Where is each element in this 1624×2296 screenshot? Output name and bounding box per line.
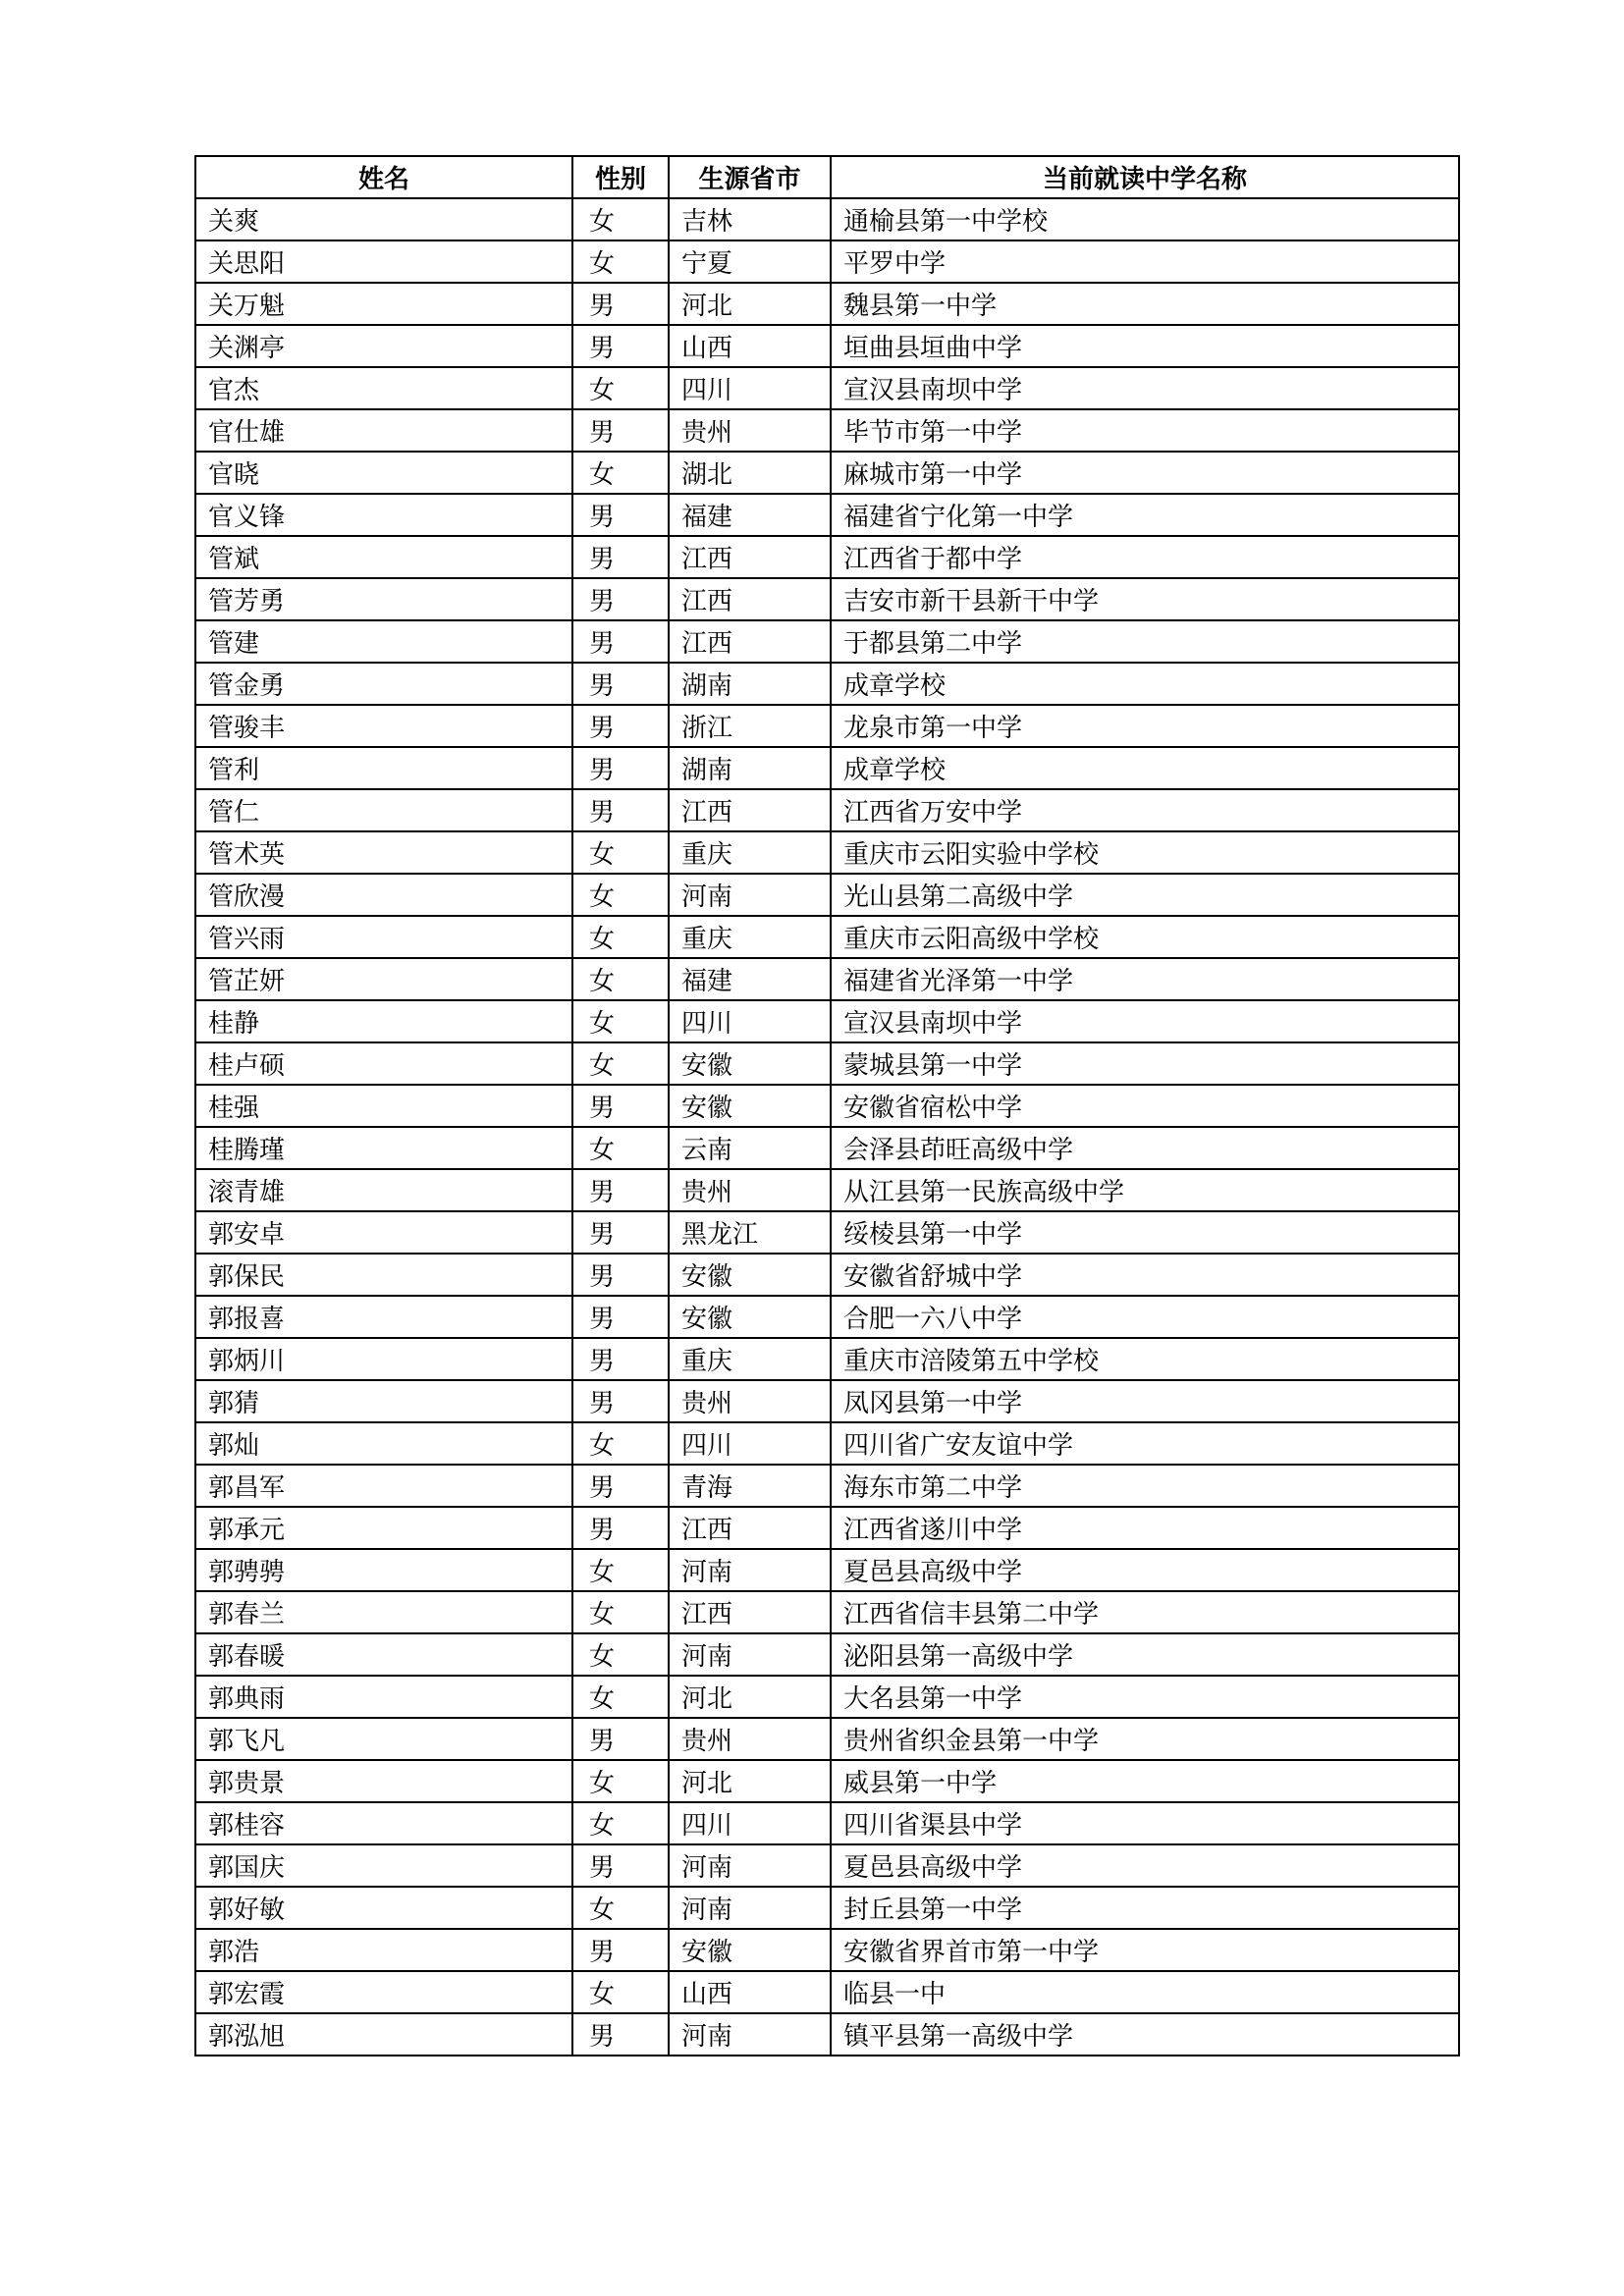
cell-gender: 男 xyxy=(572,494,669,536)
cell-name: 官杰 xyxy=(195,367,572,409)
table-row xyxy=(195,1549,1459,1591)
cell-school: 绥棱县第一中学 xyxy=(831,1211,1459,1254)
cell-gender: 女 xyxy=(572,1887,669,1929)
table-row xyxy=(195,831,1459,874)
cell-province: 吉林 xyxy=(669,198,831,240)
cell-province: 湖南 xyxy=(669,663,831,705)
cell-province: 安徽 xyxy=(669,1296,831,1338)
cell-name: 官晓 xyxy=(195,452,572,494)
table-row xyxy=(195,958,1459,1000)
cell-school: 安徽省界首市第一中学 xyxy=(831,1929,1459,1971)
cell-name: 官仕雄 xyxy=(195,409,572,452)
cell-gender: 女 xyxy=(572,831,669,874)
table-row xyxy=(195,1127,1459,1169)
cell-province: 湖北 xyxy=(669,452,831,494)
cell-gender: 男 xyxy=(572,283,669,325)
cell-name: 郭桂容 xyxy=(195,1802,572,1844)
cell-name: 郭骋骋 xyxy=(195,1549,572,1591)
cell-name: 郭贵景 xyxy=(195,1760,572,1802)
cell-province: 河北 xyxy=(669,1760,831,1802)
cell-school: 贵州省织金县第一中学 xyxy=(831,1718,1459,1760)
cell-name: 郭典雨 xyxy=(195,1676,572,1718)
table-row xyxy=(195,325,1459,367)
cell-province: 四川 xyxy=(669,367,831,409)
cell-name: 郭安卓 xyxy=(195,1211,572,1254)
table-row xyxy=(195,1380,1459,1422)
cell-school: 垣曲县垣曲中学 xyxy=(831,325,1459,367)
cell-gender: 女 xyxy=(572,1802,669,1844)
cell-school: 泌阳县第一高级中学 xyxy=(831,1633,1459,1676)
cell-name: 管兴雨 xyxy=(195,916,572,958)
cell-gender: 男 xyxy=(572,1718,669,1760)
cell-province: 贵州 xyxy=(669,1380,831,1422)
table-row xyxy=(195,1507,1459,1549)
table-row xyxy=(195,1338,1459,1380)
cell-school: 福建省光泽第一中学 xyxy=(831,958,1459,1000)
table-row xyxy=(195,2013,1459,2056)
cell-name: 管欣漫 xyxy=(195,874,572,916)
cell-school: 威县第一中学 xyxy=(831,1760,1459,1802)
cell-gender: 女 xyxy=(572,1676,669,1718)
cell-gender: 男 xyxy=(572,1844,669,1887)
cell-school: 魏县第一中学 xyxy=(831,283,1459,325)
cell-province: 重庆 xyxy=(669,916,831,958)
cell-province: 四川 xyxy=(669,1422,831,1465)
cell-gender: 女 xyxy=(572,240,669,283)
cell-name: 郭好敏 xyxy=(195,1887,572,1929)
cell-gender: 女 xyxy=(572,958,669,1000)
cell-name: 管芳勇 xyxy=(195,578,572,620)
table-row xyxy=(195,1169,1459,1211)
cell-name: 桂卢硕 xyxy=(195,1042,572,1085)
cell-school: 临县一中 xyxy=(831,1971,1459,2013)
cell-gender: 男 xyxy=(572,1465,669,1507)
cell-province: 宁夏 xyxy=(669,240,831,283)
cell-gender: 女 xyxy=(572,452,669,494)
table-row xyxy=(195,916,1459,958)
cell-gender: 女 xyxy=(572,367,669,409)
cell-province: 江西 xyxy=(669,578,831,620)
cell-school: 吉安市新干县新干中学 xyxy=(831,578,1459,620)
cell-name: 管芷妍 xyxy=(195,958,572,1000)
cell-name: 管金勇 xyxy=(195,663,572,705)
cell-school: 福建省宁化第一中学 xyxy=(831,494,1459,536)
cell-province: 江西 xyxy=(669,789,831,831)
cell-school: 会泽县茚旺高级中学 xyxy=(831,1127,1459,1169)
table-row xyxy=(195,1929,1459,1971)
cell-gender: 女 xyxy=(572,1042,669,1085)
cell-gender: 男 xyxy=(572,663,669,705)
cell-school: 重庆市涪陵第五中学校 xyxy=(831,1338,1459,1380)
cell-gender: 女 xyxy=(572,1127,669,1169)
cell-name: 桂静 xyxy=(195,1000,572,1042)
cell-school: 蒙城县第一中学 xyxy=(831,1042,1459,1085)
header-gender: 性别 xyxy=(572,156,669,198)
cell-province: 贵州 xyxy=(669,1169,831,1211)
cell-province: 云南 xyxy=(669,1127,831,1169)
table-row xyxy=(195,578,1459,620)
cell-province: 河南 xyxy=(669,2013,831,2056)
cell-province: 重庆 xyxy=(669,831,831,874)
cell-province: 河北 xyxy=(669,1676,831,1718)
cell-name: 郭保民 xyxy=(195,1254,572,1296)
cell-school: 从江县第一民族高级中学 xyxy=(831,1169,1459,1211)
cell-province: 江西 xyxy=(669,536,831,578)
cell-province: 安徽 xyxy=(669,1254,831,1296)
cell-province: 安徽 xyxy=(669,1929,831,1971)
cell-gender: 男 xyxy=(572,705,669,747)
table-row xyxy=(195,1676,1459,1718)
cell-school: 江西省于都中学 xyxy=(831,536,1459,578)
cell-province: 湖南 xyxy=(669,747,831,789)
table-row xyxy=(195,1465,1459,1507)
cell-province: 山西 xyxy=(669,325,831,367)
cell-gender: 女 xyxy=(572,874,669,916)
cell-name: 郭灿 xyxy=(195,1422,572,1465)
cell-school: 封丘县第一中学 xyxy=(831,1887,1459,1929)
cell-gender: 男 xyxy=(572,1507,669,1549)
table-row xyxy=(195,240,1459,283)
cell-school: 宣汉县南坝中学 xyxy=(831,367,1459,409)
cell-gender: 男 xyxy=(572,1085,669,1127)
cell-province: 贵州 xyxy=(669,1718,831,1760)
cell-gender: 男 xyxy=(572,1169,669,1211)
cell-name: 管骏丰 xyxy=(195,705,572,747)
cell-school: 江西省万安中学 xyxy=(831,789,1459,831)
table-row xyxy=(195,1591,1459,1633)
cell-province: 河南 xyxy=(669,1844,831,1887)
cell-province: 河南 xyxy=(669,1633,831,1676)
cell-school: 四川省广安友谊中学 xyxy=(831,1422,1459,1465)
cell-gender: 男 xyxy=(572,1380,669,1422)
cell-name: 郭泓旭 xyxy=(195,2013,572,2056)
cell-gender: 女 xyxy=(572,1591,669,1633)
cell-gender: 男 xyxy=(572,747,669,789)
cell-school: 大名县第一中学 xyxy=(831,1676,1459,1718)
cell-gender: 男 xyxy=(572,1338,669,1380)
cell-gender: 男 xyxy=(572,1296,669,1338)
table-row xyxy=(195,874,1459,916)
cell-province: 安徽 xyxy=(669,1085,831,1127)
cell-gender: 男 xyxy=(572,1254,669,1296)
cell-school: 平罗中学 xyxy=(831,240,1459,283)
cell-name: 郭国庆 xyxy=(195,1844,572,1887)
cell-gender: 男 xyxy=(572,325,669,367)
table-row xyxy=(195,705,1459,747)
cell-province: 河南 xyxy=(669,874,831,916)
table-row xyxy=(195,747,1459,789)
cell-gender: 女 xyxy=(572,1760,669,1802)
table-row xyxy=(195,198,1459,240)
cell-name: 郭报喜 xyxy=(195,1296,572,1338)
cell-name: 桂腾瑾 xyxy=(195,1127,572,1169)
cell-school: 夏邑县高级中学 xyxy=(831,1844,1459,1887)
cell-gender: 男 xyxy=(572,409,669,452)
table-row xyxy=(195,494,1459,536)
cell-school: 四川省渠县中学 xyxy=(831,1802,1459,1844)
cell-name: 官义锋 xyxy=(195,494,572,536)
cell-name: 郭承元 xyxy=(195,1507,572,1549)
cell-school: 江西省遂川中学 xyxy=(831,1507,1459,1549)
table-row xyxy=(195,789,1459,831)
cell-province: 福建 xyxy=(669,494,831,536)
cell-school: 安徽省舒城中学 xyxy=(831,1254,1459,1296)
cell-school: 龙泉市第一中学 xyxy=(831,705,1459,747)
cell-province: 四川 xyxy=(669,1802,831,1844)
header-name: 姓名 xyxy=(195,156,572,198)
table-row xyxy=(195,367,1459,409)
table-row xyxy=(195,452,1459,494)
cell-school: 安徽省宿松中学 xyxy=(831,1085,1459,1127)
cell-name: 管术英 xyxy=(195,831,572,874)
cell-province: 贵州 xyxy=(669,409,831,452)
cell-name: 郭飞凡 xyxy=(195,1718,572,1760)
cell-gender: 男 xyxy=(572,536,669,578)
cell-school: 成章学校 xyxy=(831,663,1459,705)
cell-school: 重庆市云阳高级中学校 xyxy=(831,916,1459,958)
cell-school: 麻城市第一中学 xyxy=(831,452,1459,494)
cell-province: 福建 xyxy=(669,958,831,1000)
cell-school: 重庆市云阳实验中学校 xyxy=(831,831,1459,874)
cell-school: 于都县第二中学 xyxy=(831,620,1459,663)
cell-school: 成章学校 xyxy=(831,747,1459,789)
cell-name: 关爽 xyxy=(195,198,572,240)
cell-name: 管建 xyxy=(195,620,572,663)
cell-school: 凤冈县第一中学 xyxy=(831,1380,1459,1422)
table-row xyxy=(195,1085,1459,1127)
table-row xyxy=(195,536,1459,578)
table-row xyxy=(195,1042,1459,1085)
table-row xyxy=(195,1211,1459,1254)
cell-school: 江西省信丰县第二中学 xyxy=(831,1591,1459,1633)
cell-name: 郭昌军 xyxy=(195,1465,572,1507)
cell-gender: 男 xyxy=(572,578,669,620)
cell-name: 关万魁 xyxy=(195,283,572,325)
table-row xyxy=(195,1971,1459,2013)
cell-province: 山西 xyxy=(669,1971,831,2013)
cell-school: 毕节市第一中学 xyxy=(831,409,1459,452)
header-row xyxy=(195,156,1459,198)
cell-school: 光山县第二高级中学 xyxy=(831,874,1459,916)
cell-name: 郭春兰 xyxy=(195,1591,572,1633)
table-row xyxy=(195,1802,1459,1844)
header-province: 生源省市 xyxy=(669,156,831,198)
table-row xyxy=(195,409,1459,452)
cell-province: 河北 xyxy=(669,283,831,325)
cell-name: 郭春暖 xyxy=(195,1633,572,1676)
cell-school: 海东市第二中学 xyxy=(831,1465,1459,1507)
cell-province: 河南 xyxy=(669,1887,831,1929)
header-school: 当前就读中学名称 xyxy=(831,156,1459,198)
student-table xyxy=(194,155,1460,2056)
cell-gender: 男 xyxy=(572,620,669,663)
cell-gender: 男 xyxy=(572,789,669,831)
cell-gender: 女 xyxy=(572,916,669,958)
cell-name: 桂强 xyxy=(195,1085,572,1127)
table-row xyxy=(195,1718,1459,1760)
cell-school: 镇平县第一高级中学 xyxy=(831,2013,1459,2056)
table-row xyxy=(195,1296,1459,1338)
cell-province: 江西 xyxy=(669,1591,831,1633)
cell-gender: 男 xyxy=(572,1929,669,1971)
table-row xyxy=(195,1000,1459,1042)
table-row xyxy=(195,283,1459,325)
cell-gender: 女 xyxy=(572,1971,669,2013)
cell-name: 滚青雄 xyxy=(195,1169,572,1211)
cell-name: 郭浩 xyxy=(195,1929,572,1971)
cell-province: 青海 xyxy=(669,1465,831,1507)
table-row xyxy=(195,1254,1459,1296)
cell-province: 江西 xyxy=(669,620,831,663)
cell-province: 江西 xyxy=(669,1507,831,1549)
table-row xyxy=(195,620,1459,663)
cell-name: 管仁 xyxy=(195,789,572,831)
cell-gender: 女 xyxy=(572,1633,669,1676)
cell-province: 黑龙江 xyxy=(669,1211,831,1254)
cell-province: 浙江 xyxy=(669,705,831,747)
cell-name: 管利 xyxy=(195,747,572,789)
cell-gender: 女 xyxy=(572,1422,669,1465)
cell-school: 宣汉县南坝中学 xyxy=(831,1000,1459,1042)
table-row xyxy=(195,1422,1459,1465)
cell-province: 河南 xyxy=(669,1549,831,1591)
cell-school: 夏邑县高级中学 xyxy=(831,1549,1459,1591)
cell-name: 管斌 xyxy=(195,536,572,578)
cell-name: 郭宏霞 xyxy=(195,1971,572,2013)
cell-gender: 女 xyxy=(572,198,669,240)
table-row xyxy=(195,1760,1459,1802)
cell-province: 重庆 xyxy=(669,1338,831,1380)
cell-province: 四川 xyxy=(669,1000,831,1042)
table-row xyxy=(195,1844,1459,1887)
table-row xyxy=(195,663,1459,705)
cell-province: 安徽 xyxy=(669,1042,831,1085)
table-row xyxy=(195,1633,1459,1676)
cell-name: 关渊亭 xyxy=(195,325,572,367)
table-row xyxy=(195,1887,1459,1929)
cell-gender: 女 xyxy=(572,1549,669,1591)
cell-name: 郭猜 xyxy=(195,1380,572,1422)
cell-school: 合肥一六八中学 xyxy=(831,1296,1459,1338)
cell-school: 通榆县第一中学校 xyxy=(831,198,1459,240)
cell-gender: 男 xyxy=(572,1211,669,1254)
cell-name: 郭炳川 xyxy=(195,1338,572,1380)
cell-gender: 女 xyxy=(572,1000,669,1042)
cell-name: 关思阳 xyxy=(195,240,572,283)
cell-gender: 男 xyxy=(572,2013,669,2056)
